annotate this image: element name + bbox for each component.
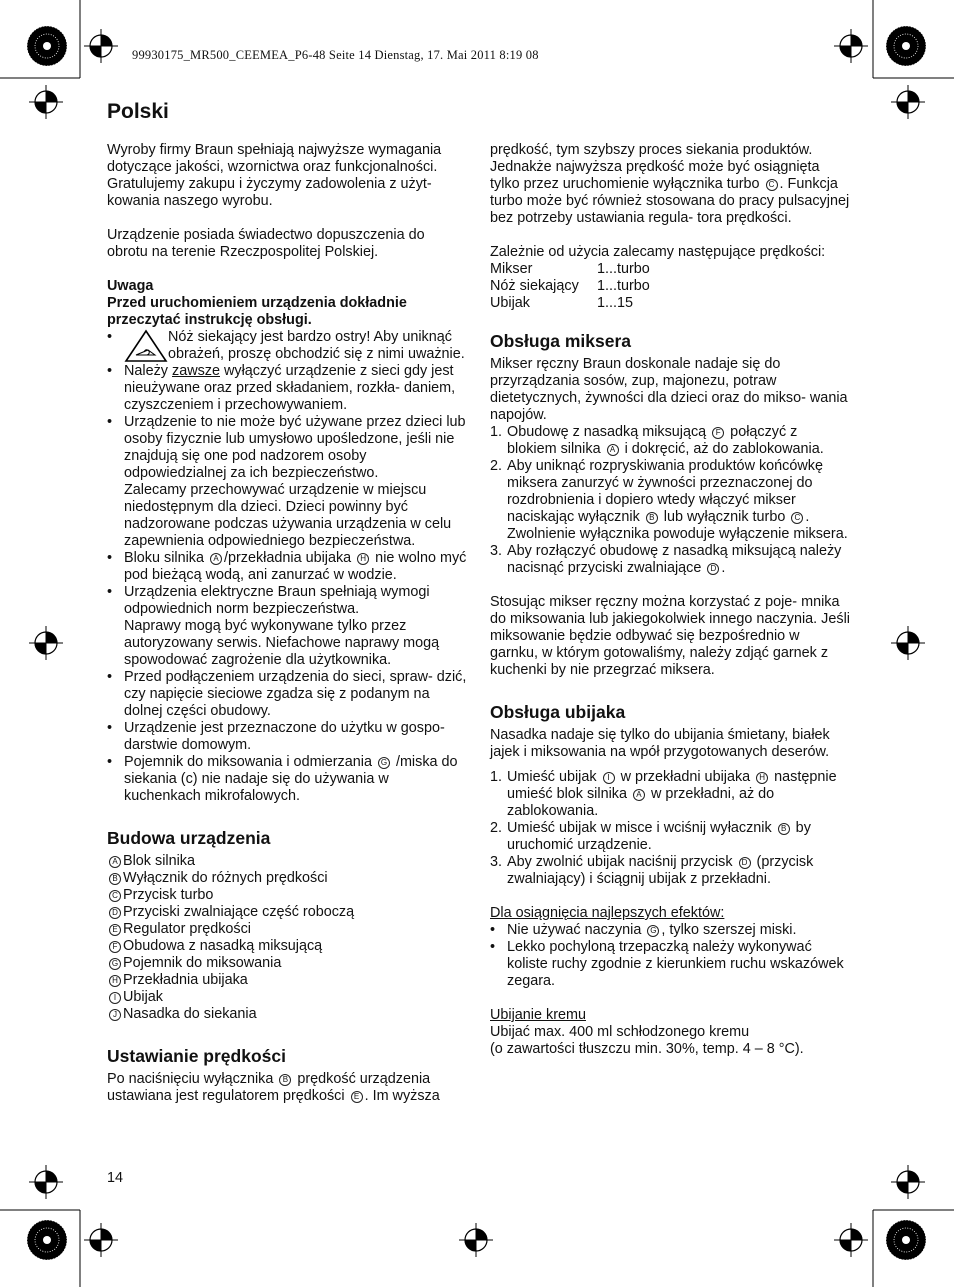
cream-line: (o zawartości tłuszczu min. 30%, temp. 4 – 8 °C). — [490, 1041, 804, 1057]
speed-paragraph-cont: prędkość, tym szybszy proces siekania produktów. Jednakże najwyższa prędkość może być osiągnięta tylko przez uruchomienie wyłącznika turbo C . Funkcja turbo może być również stosowana do pracy pulsacyjnej bez potrzeby ustawiania regula- tora prędkości. — [490, 142, 850, 226]
tip-item: • Lekko pochyloną trzepaczką należy wykonywać koliste ruchy zgodnie z kierunkiem ruchu wskazówek zegara. — [490, 939, 850, 990]
part-letter-icon: F — [712, 427, 724, 439]
part-item: G Pojemnik do miksowania — [107, 955, 467, 972]
part-item: B Wyłącznik do różnych prędkości — [107, 870, 467, 887]
part-item: H Przekładnia ubijaka — [107, 972, 467, 989]
safety-item: • Przed podłączeniem urządzenia do sieci, spraw- dzić, czy napięcie sieciowe zgadza się z podanym na dolnej części obudowy. — [107, 669, 467, 720]
speed-row: Nóż siekający 1...turbo — [490, 278, 650, 294]
part-letter-icon: D — [707, 563, 719, 575]
safety-item: • Urządzenie to nie może być używane przez dzieci lub osoby fizycznie lub umysłowo upośledzone, jeśli nie znajdują się one pod nadzorem osoby odpowiedzialnej za ich bezpieczeństwo. Zalecamy przechowywać urządzenie w miejscu niedostępnym dla dzieci. Dzieci powinny być nadzorowane podczas używania urządzenia w celu zapewnienia odpowiedniego bezpieczeństwa. — [107, 414, 467, 550]
note-text: Przed uruchomieniem urządzenia dokładnie przeczytać instrukcję obsługi. — [107, 295, 407, 328]
part-item: C Przycisk turbo — [107, 887, 467, 904]
cream-line: Ubijać max. 400 ml schłodzonego kremu — [490, 1024, 750, 1040]
part-letter-icon: C — [791, 512, 803, 524]
safety-item: • Urządzenia elektryczne Braun spełniają wymogi odpowiednich norm bezpieczeństwa. Naprawy mogą być wykonywane tylko przez autoryzowany serwis. Niefachowe naprawy mogą spowodować zagrożenie dla użytkownika. — [107, 584, 467, 669]
part-item: A Blok silnika — [107, 853, 467, 870]
warning-text: • Nóż siekający jest bardzo ostry! Aby uniknąć obrażeń, proszę obchodzić się z nimi uważnie. — [168, 329, 465, 362]
whisk-step: 3. Aby zwolnić ubijak naciśnij przycisk D (przycisk zwalniający) i ściągnij ubijak z przekładni. — [490, 854, 814, 887]
safety-item: • Należy zawsze wyłączyć urządzenie z sieci gdy jest nieużywane oraz przed składaniem, rozkła- daniem, czyszczeniem i przechowywaniem. — [107, 363, 467, 414]
whisk-step: 2. Umieść ubijak w misce i wciśnij wyłacznik B by uruchomić urządzenie. — [490, 820, 811, 853]
right-column — [490, 142, 850, 1058]
speed-paragraph: Po naciśnięciu wyłącznika B prędkość urządzenia ustawiana jest regulatorem prędkości E . Im wyższa — [107, 1071, 440, 1104]
sharp-blade-warning-icon — [124, 329, 168, 363]
part-letter-icon: I — [603, 772, 615, 784]
part-letter-icon: E — [351, 1091, 363, 1103]
speed-table-intro: Zależnie od użycia zalecamy następujące prędkości: — [490, 244, 826, 260]
mixer-step: 1. Obudowę z nasadką miksującą F połączyć z blokiem silnika A i dokręcić, aż do zablokowania. — [490, 424, 824, 457]
part-letter-icon: B — [646, 512, 658, 524]
print-header: 99930175_MR500_CEEMEA_P6-48 Seite 14 Dienstag, 17. Mai 2011 8:19 08 — [132, 48, 539, 62]
part-letter-icon: G — [647, 925, 659, 937]
section-heading-ubijak: Obsługa ubijaka — [490, 702, 626, 722]
whisk-step: 1. Umieść ubijak I w przekładni ubijaka H następnie umieść blok silnika A w przekładni, aż do zablokowania. — [490, 769, 837, 819]
part-item: E Regulator prędkości — [107, 921, 467, 938]
tip-item: • Nie używać naczynia G , tylko szerszej miski. — [490, 922, 850, 939]
section-heading-ustawianie: Ustawianie prędkości — [107, 1046, 286, 1066]
safety-item: • Bloku silnika A /przekładnia ubijaka H nie wolno myć pod bieżącą wodą, ani zanurzać w wodzie. — [107, 550, 467, 584]
page-title: Polski — [107, 100, 169, 123]
parts-list — [107, 853, 467, 1023]
safety-item: • Urządzenie jest przeznaczone do użytku w gospo- darstwie domowym. — [107, 720, 467, 754]
whisk-intro: Nasadka nadaje się tylko do ubijania śmietany, białek jajek i miksowania na wpół przygotowanych deserów. — [490, 727, 830, 760]
part-letter-icon: H — [756, 772, 768, 784]
mixer-step: 3. Aby rozłączyć obudowę z nasadką miksującą należy nacisnąć przyciski zwalniające D . — [490, 543, 842, 576]
part-item: F Obudowa z nasadką miksującą — [107, 938, 467, 955]
cream-heading: Ubijanie kremu — [490, 1007, 586, 1023]
part-letter-icon: B — [778, 823, 790, 835]
safety-list — [107, 329, 467, 805]
speed-table — [490, 261, 850, 312]
tips-heading: Dla osiągnięcia najlepszych efektów: — [490, 905, 725, 921]
part-item: I Ubijak — [107, 989, 467, 1006]
part-letter-icon: G — [378, 757, 390, 769]
mixer-steps — [490, 424, 850, 577]
intro-paragraph: Wyroby firmy Braun spełniają najwyższe wymagania dotyczące jakości, wzornictwa oraz funkcjonalności. Gratulujemy zakupu i życzymy zadowolenia z użyt- kowania naszego wyrobu. — [107, 142, 442, 209]
part-letter-icon: D — [739, 857, 751, 869]
note-title: Uwaga — [107, 278, 154, 294]
page-number: 14 — [107, 1170, 124, 1186]
mixer-outro: Stosując mikser ręczny można korzystać z poje- mnika do miksowania lub jakiegokolwiek innego naczynia. Jeśli miksowanie będzie odbywać się bezpośrednio w garnku, w którym gotowaliśmy, należy zdjąć garnek z kuchenki by nie przegrzać miksera. — [490, 594, 850, 678]
left-column — [107, 142, 467, 1105]
mixer-step: 2. Aby uniknąć rozpryskiwania produktów końcówkę miksera zanurzyć w żywności przeznaczonej do rozdrobnienia i dopiero wtedy włączyć mikser naciskając wyłącznik B lub wyłącznik turbo C . Zwolnienie wyłącznika powoduje wyłączenie miksera. — [490, 458, 848, 542]
part-item: J Nasadka do siekania — [107, 1006, 467, 1023]
part-letter-icon: A — [210, 553, 222, 565]
part-letter-icon: H — [357, 553, 369, 565]
part-item: D Przyciski zwalniające część roboczą — [107, 904, 467, 921]
safety-item — [107, 329, 467, 363]
mixer-intro: Mikser ręczny Braun doskonale nadaje się do przyrządzania sosów, zup, majonezu, potraw dietetycznych, żywności dla dzieci oraz do mikso- wania napojów. — [490, 356, 848, 423]
part-letter-icon: A — [633, 789, 645, 801]
tips-list — [490, 922, 850, 990]
part-letter-icon: C — [766, 179, 778, 191]
part-letter-icon: A — [607, 444, 619, 456]
speed-row: Mikser 1...turbo — [490, 261, 650, 277]
whisk-steps — [490, 769, 850, 888]
safety-item: • Pojemnik do miksowania i odmierzania G /miska do siekania (c) nie nadaje się do używania w kuchenkach mikrofalowych. — [107, 754, 467, 805]
section-heading-mikser: Obsługa miksera — [490, 331, 632, 351]
part-letter-icon: B — [279, 1074, 291, 1086]
section-heading-budowa: Budowa urządzenia — [107, 828, 271, 848]
certificate-paragraph: Urządzenie posiada świadectwo dopuszczenia do obrotu na terenie Rzeczpospolitej Polskiej. — [107, 227, 425, 260]
speed-row: Ubijak 1...15 — [490, 295, 634, 311]
